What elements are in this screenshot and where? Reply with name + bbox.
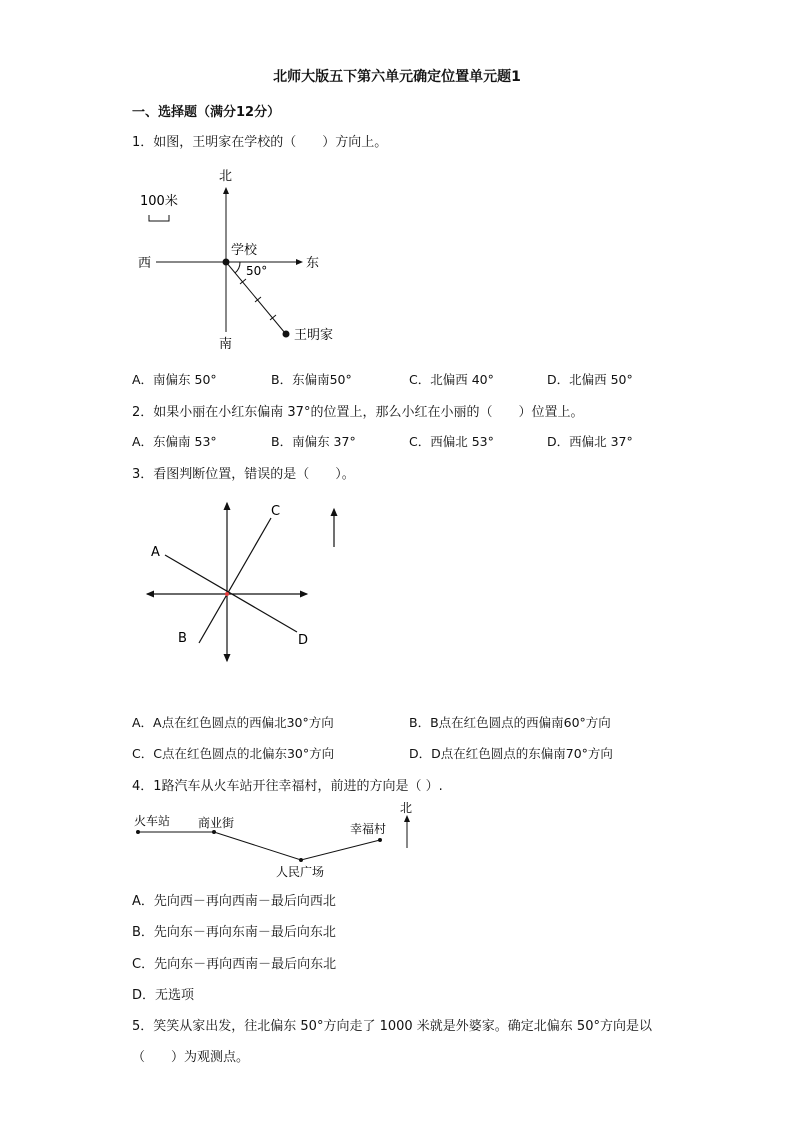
q2-option-c: C．西偏北 53°: [409, 434, 494, 449]
question-1-stem: 1．如图，王明家在学校的（ ）方向上。: [132, 135, 388, 150]
point-b-label: B: [178, 631, 187, 646]
q2-option-b: B．南偏东 37°: [271, 434, 356, 449]
angle-arc: [235, 262, 240, 273]
q1-compass-figure: [130, 160, 360, 360]
question-2-stem: 2．如果小丽在小红东偏南 37°的位置上，那么小红在小丽的（ ）位置上。: [132, 405, 584, 420]
q4-option-b: B．先向东－再向东南－最后向东北: [132, 925, 336, 940]
square-label: 人民广场: [276, 865, 325, 879]
red-center-point: [225, 592, 229, 596]
point-a-label: A: [151, 545, 160, 560]
q2-option-d: D．西偏北 37°: [547, 434, 633, 449]
station-label: 火车站: [134, 814, 171, 828]
point-c-label: C: [271, 504, 281, 519]
west-label: 西: [138, 256, 152, 271]
q4-route-figure: [130, 800, 430, 885]
q4-option-d: D．无选项: [132, 988, 195, 1003]
q2-option-a: A．东偏南 53°: [132, 434, 217, 449]
q3-option-a: A．A点在红色圆点的西偏北30°方向: [132, 715, 334, 730]
page-title: 北师大版五下第六单元确定位置单元题1: [273, 69, 521, 85]
q1-option-d: D．北偏西 50°: [547, 372, 633, 387]
school-point: [223, 259, 230, 266]
q3-option-b: B．B点在红色圆点的西偏南60°方向: [409, 715, 611, 730]
bus-route-line: [138, 832, 380, 860]
question-5-stem-line2: （ ）为观测点。: [132, 1050, 250, 1065]
q1-option-b: B．东偏南50°: [271, 372, 352, 387]
q4-option-a: A．先向西－再向西南－最后向西北: [132, 894, 336, 909]
village-label: 幸福村: [350, 822, 387, 836]
section-heading: 一、选择题（满分12分）: [132, 105, 281, 120]
question-4-stem: 4．1路汽车从火车站开往幸福村，前进的方向是（ ）.: [132, 779, 443, 794]
angle-label: 50°: [246, 264, 268, 278]
home-label: 王明家: [294, 328, 334, 343]
question-3-stem: 3．看图判断位置，错误的是（ ）。: [132, 467, 355, 482]
question-5-stem-line1: 5．笑笑从家出发，往北偏东 50°方向走了 1000 米就是外婆家。确定北偏东 50°方向是以: [132, 1019, 652, 1034]
school-label: 学校: [231, 243, 258, 258]
q3-option-d: D．D点在红色圆点的东偏南70°方向: [409, 746, 613, 761]
north-label: 北: [219, 169, 233, 184]
north-label: 北: [400, 801, 413, 815]
q3-option-c: C．C点在红色圆点的北偏东30°方向: [132, 746, 335, 761]
south-label: 南: [219, 337, 233, 352]
q3-direction-figure: [135, 495, 365, 670]
east-label: 东: [306, 256, 320, 271]
q1-option-a: A．南偏东 50°: [132, 372, 217, 387]
home-point: [283, 331, 290, 338]
point-d-label: D: [298, 633, 309, 648]
scale-bar: [149, 215, 169, 221]
q1-option-c: C．北偏西 40°: [409, 372, 494, 387]
street-label: 商业街: [198, 816, 235, 830]
q4-option-c: C．先向东－再向西南－最后向东北: [132, 957, 337, 972]
scale-label: 100米: [140, 194, 178, 209]
